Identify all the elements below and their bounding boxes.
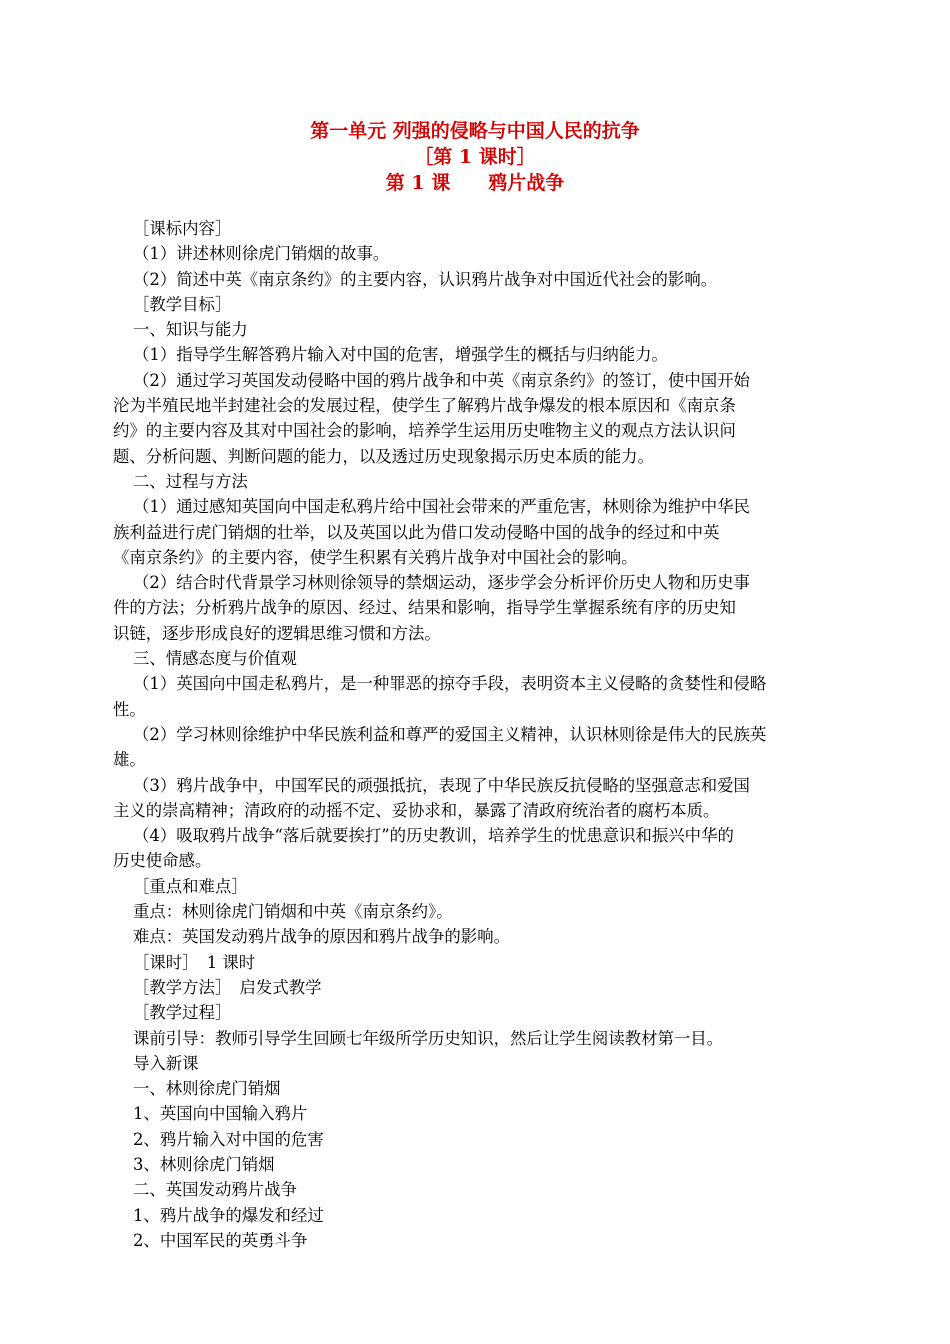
text-line: ［教学目标］ [133,294,232,314]
text-line: （1）通过感知英国向中国走私鸦片给中国社会带来的严重危害，林则徐为维护中华民 [133,497,750,517]
text-line: 一、知识与能力 [133,320,248,340]
text-line: （1）英国向中国走私鸦片，是一种罪恶的掠夺手段，表明资本主义侵略的贪婪性和侵略 [133,674,767,694]
text-line: 难点：英国发动鸦片战争的原因和鸦片战争的影响。 [133,927,510,947]
text-line: 历史使命感。 [113,851,212,871]
text-line: ［课时］ 1 课时 [133,952,256,972]
text-line: ［重点和难点］ [133,876,248,896]
text-line: （1）指导学生解答鸦片输入对中国的危害，增强学生的概括与归纳能力。 [133,345,668,365]
text-line: 课前引导：教师引导学生回顾七年级所学历史知识，然后让学生阅读教材第一目。 [133,1028,724,1048]
text-line: 2、中国军民的英勇斗争 [133,1230,308,1250]
text-line: ［教学方法］ 启发式教学 [133,977,322,997]
text-line: 二、英国发动鸦片战争 [133,1180,297,1200]
lesson-title: 第 1 课 鸦片战争 [385,172,565,194]
text-line: 雄。 [113,750,146,770]
text-line: 1、英国向中国输入鸦片 [133,1104,308,1124]
text-line: 《南京条约》的主要内容，使学生积累有关鸦片战争对中国社会的影响。 [113,547,638,567]
text-line: 约》的主要内容及其对中国社会的影响，培养学生运用历史唯物主义的观点方法认识问 [113,421,736,441]
text-line: 族利益进行虎门销烟的壮举，以及英国以此为借口发动侵略中国的战争的经过和中英 [113,522,720,542]
text-line: 主义的崇高精神；清政府的动摇不定、妥协求和，暴露了清政府统治者的腐朽本质。 [113,800,720,820]
text-line: 导入新课 [133,1053,199,1073]
text-line: 重点：林则徐虎门销烟和中英《南京条约》。 [133,902,453,922]
text-line: 性。 [113,699,146,719]
text-line: （3）鸦片战争中，中国军民的顽强抵抗，表现了中华民族反抗侵略的坚强意志和爱国 [133,775,750,795]
text-line: 一、林则徐虎门销烟 [133,1079,281,1099]
unit-title: 第一单元 列强的侵略与中国人民的抗争 [310,120,640,142]
lesson-plan-body [113,216,848,1253]
text-line: （2）简述中英《南京条约》的主要内容，认识鸦片战争对中国近代社会的影响。 [133,269,718,289]
text-line: （4）吸取鸦片战争“落后就要挨打”的历史教训，培养学生的忧患意识和振兴中华的 [133,826,734,846]
text-line: （1）讲述林则徐虎门销烟的故事。 [133,244,390,264]
title-block [0,118,950,196]
text-line: 2、鸦片输入对中国的危害 [133,1129,324,1149]
text-line: 二、过程与方法 [133,471,248,491]
text-line: （2）学习林则徐维护中华民族利益和尊严的爱国主义精神，认识林则徐是伟大的民族英 [133,724,767,744]
text-line: （2）通过学习英国发动侵略中国的鸦片战争和中英《南京条约》的签订，使中国开始 [133,370,750,390]
text-line: ［课标内容］ [133,219,232,238]
text-line: 识链，逐步形成良好的逻辑思维习惯和方法。 [113,623,441,643]
text-line: 3、林则徐虎门销烟 [133,1154,275,1174]
text-line: 三、情感态度与价值观 [133,649,297,669]
text-line: 题、分析问题、判断问题的能力，以及透过历史现象揭示历史本质的能力。 [113,446,654,466]
period-title: ［第 1 课时］ [414,146,536,168]
text-line: （2）结合时代背景学习林则徐领导的禁烟运动，逐步学会分析评价历史人物和历史事 [133,573,750,593]
text-line: ［教学过程］ [133,1003,232,1023]
text-line: 件的方法；分析鸦片战争的原因、经过、结果和影响，指导学生掌握系统有序的历史知 [113,598,736,618]
text-line: 1、鸦片战争的爆发和经过 [133,1205,324,1225]
text-line: 沦为半殖民地半封建社会的发展过程，使学生了解鸦片战争爆发的根本原因和《南京条 [113,396,736,416]
